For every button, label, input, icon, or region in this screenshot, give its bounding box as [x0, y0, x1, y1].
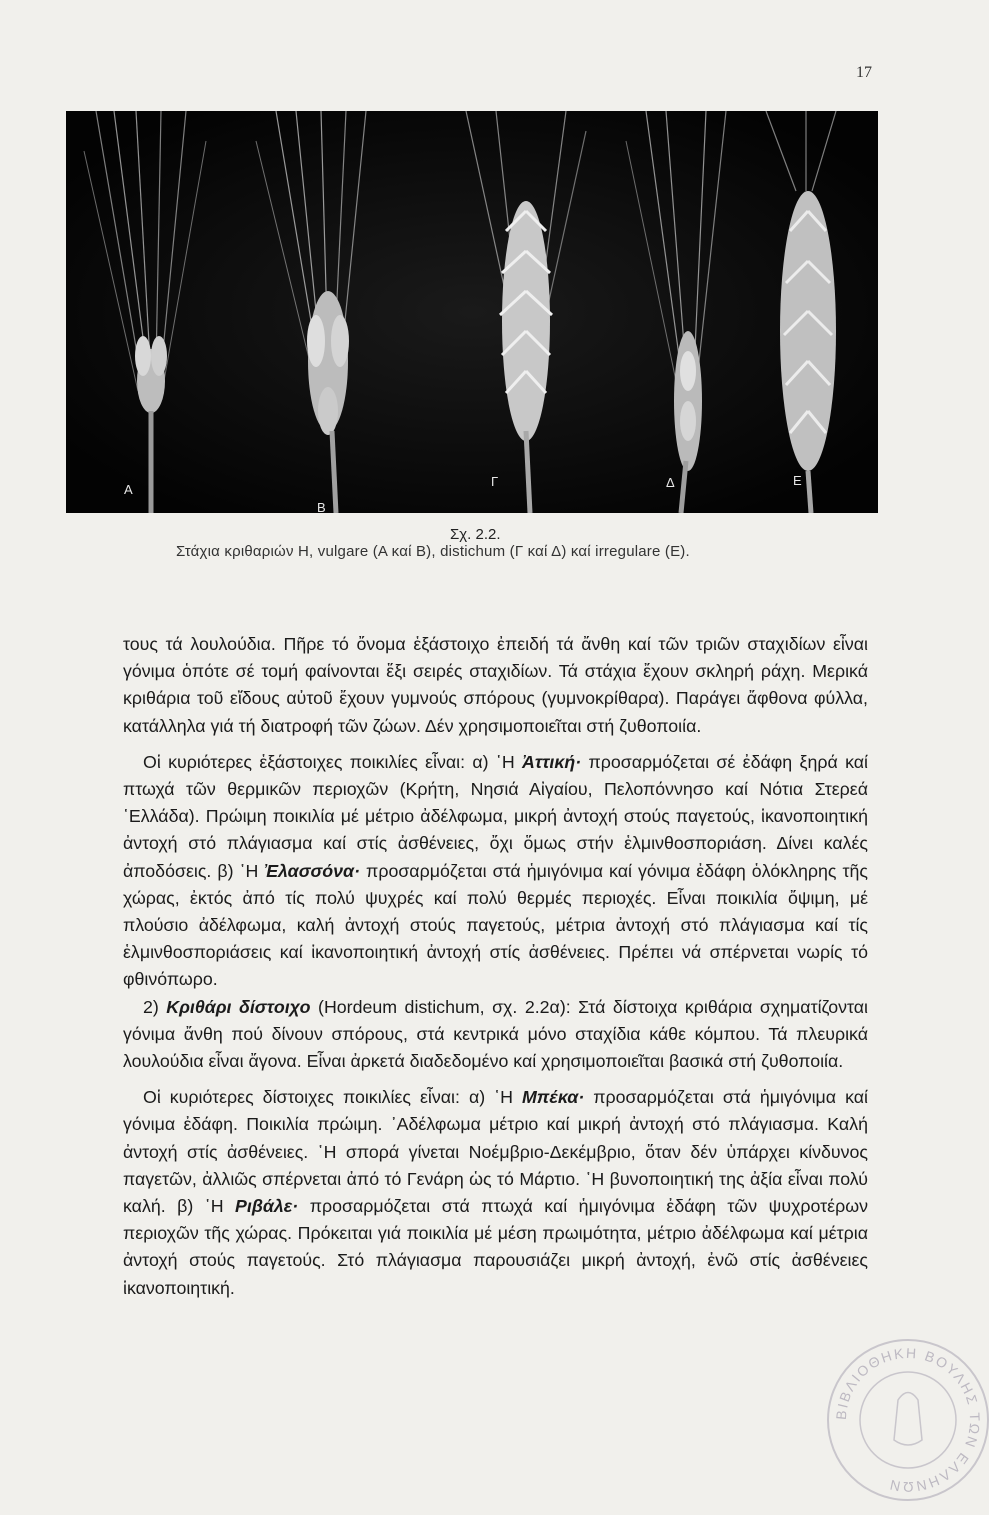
- section-title-distichum: Κριθάρι δίστοιχο: [166, 996, 311, 1017]
- svg-text:ΒΙΒΛΙΟΘΗΚΗ ΒΟΥΛΗΣ ΤΩΝ ΕΛΛΗΝΩΝ: [833, 1345, 983, 1495]
- variety-elassona: Ἐλασσόνα·: [264, 860, 360, 881]
- paragraph-4: Οἱ κυριότερες δίστοιχες ποικιλίες εἶναι: α) ῾Η Μπέκα· προσαρμόζεται στά ἡμιγόνιμα καί γόνιμα ἐδάφη. Ποικιλία πρώιμη. ᾿Αδέλφωμα μέτριο καί μικρή ἀντοχή στό πλάγιασμα. Καλή ἀντοχή στίς ἀσθένειες. ῾Η σπορά γίνεται Νοέμβριο-Δεκέμβριο, ὅταν δέν ὑπάρχει κίνδυνος παγετῶν, ἀλλιῶς σπέρνεται ἀπό τό Γενάρη ὡς τό Μάρτιο. ῾Η βυνοποιητική της ἀξία εἶναι πολύ καλή. β) ῾Η Ριβάλε· προσαρμόζεται στά πτωχά καί ἡμιγόνιμα ἐδάφη τῶν ψυχροτέρων περιοχῶν τῆς χώρας. Πρόκειται γιά ποικιλία μέ μέση πρωιμότητα, μέτριο ἀδέλφωμα καί μέτρια ἀντοχή στούς παγετούς. Στό πλάγιασμα παρουσιάζει μικρή ἀντοχή, ἐνῶ στίς ἀσθένειες ἱκανοποιητική.: [123, 1087, 869, 1298]
- label-a: A: [124, 482, 133, 497]
- paragraph-3: 2) Κριθάρι δίστοιχο (Hordeum distichum, σχ. 2.2α): Στά δίστοιχα κριθάρια σχηματίζονται γόνιμα ἄνθη πού δίνουν σπόρους, στά κεντρικά μόνο σταχίδια κάθε κόμπου. Τά πλευρικά λουλούδια εἶναι ἄγονα. Εἶναι ἀρκετά διαδεδομένο καί χρησιμοποιεῖται βασικά στή ζυθοποιία.: [123, 996, 868, 1072]
- label-gamma: Γ: [491, 474, 499, 489]
- page-number: 17: [856, 64, 872, 81]
- barley-ears-illustration: [66, 111, 878, 513]
- label-delta: Δ: [666, 475, 675, 490]
- variety-beka: Μπέκα·: [521, 1087, 585, 1108]
- library-stamp: [818, 1330, 989, 1510]
- variety-attiki: Ἀττική·: [522, 751, 582, 772]
- paragraph-1: τους τά λουλούδια. Πῆρε τό ὄνομα ἑξάστοιχο ἐπειδή τά ἄνθη καί τῶν τριῶν σταχιδίων εἶναι γόνιμα ὁπότε σέ τομή φαίνονται ἕξι σειρές σταχιδίων. Τά στάχια ἔχουν σκληρή ράχη. Μερικά κριθάρια τοῦ εἴδους αὐτοῦ ἔχουν γυμνούς σπόρους (γυμνοκρίθαρα). Παράγει ἄφθονα φύλλα, κατάλληλα γιά τή διατροφή τῶν ζώων. Δέν χρησιμοποιεῖται στή ζυθοποιία.: [123, 634, 868, 736]
- label-e: E: [793, 473, 802, 488]
- library-stamp-graphic: [818, 1330, 989, 1510]
- body-text: [123, 631, 868, 1302]
- library-stamp-text: ΒΙΒΛΙΟΘΗΚΗ ΒΟΥΛΗΣ ΤΩΝ ΕΛΛΗΝΩΝ: [832, 1344, 984, 1496]
- figure-caption-text: Στάχια κριθαριών Η, vulgare (Α καί Β), distichum (Γ καί Δ) καί irregulare (Ε).: [176, 543, 690, 560]
- barley-ears-photo: [66, 111, 878, 513]
- figure-caption-number: Σχ. 2.2.: [450, 526, 501, 543]
- label-b: B: [317, 500, 326, 513]
- variety-rivale: Ριβάλε·: [235, 1196, 299, 1217]
- paragraph-2: Οἱ κυριότερες ἑξάστοιχες ποικιλίες εἶναι: α) ῾Η Ἀττική· προσαρμόζεται σέ ἐδάφη ξηρά καί πτωχά τῶν θερμικῶν περιοχῶν (Κρήτη, Νησιά Αἰγαίου, Πελοπόννησο καί Νότια Στερεά ῾Ελλάδα). Πρώιμη ποικιλία μέ μέτριο ἀδέλφωμα, μικρή ἀντοχή στούς παγετούς, ἱκανοποιητική ἀντοχή στό πλάγιασμα καί στίς ἀσθένειες, ὄχι ὅμως στήν ἑλμινθοσποριάση. Δίνει καλές ἀποδόσεις. β) ῾Η Ἐλασσόνα· προσαρμόζεται στά ἡμιγόνιμα καί γόνιμα ἐδάφη ὁλόκληρης τῆς χώρας, ἐκτός ἀπό τίς πολύ ψυχρές καί πολύ θερμές περιοχές. Εἶναι ποικιλία ὄψιμη, μέ πλούσιο ἀδέλφωμα, καλή ἀντοχή στούς παγετούς, μέτρια ἀντοχή στό πλάγιασμα καί τίς ἑλμινθοσποριάσεις καί ἱκανοποιητική ἀντοχή στίς ἀσθένειες. Πρέπει νά σπέρνεται νωρίς τό φθινόπωρο.: [123, 751, 868, 990]
